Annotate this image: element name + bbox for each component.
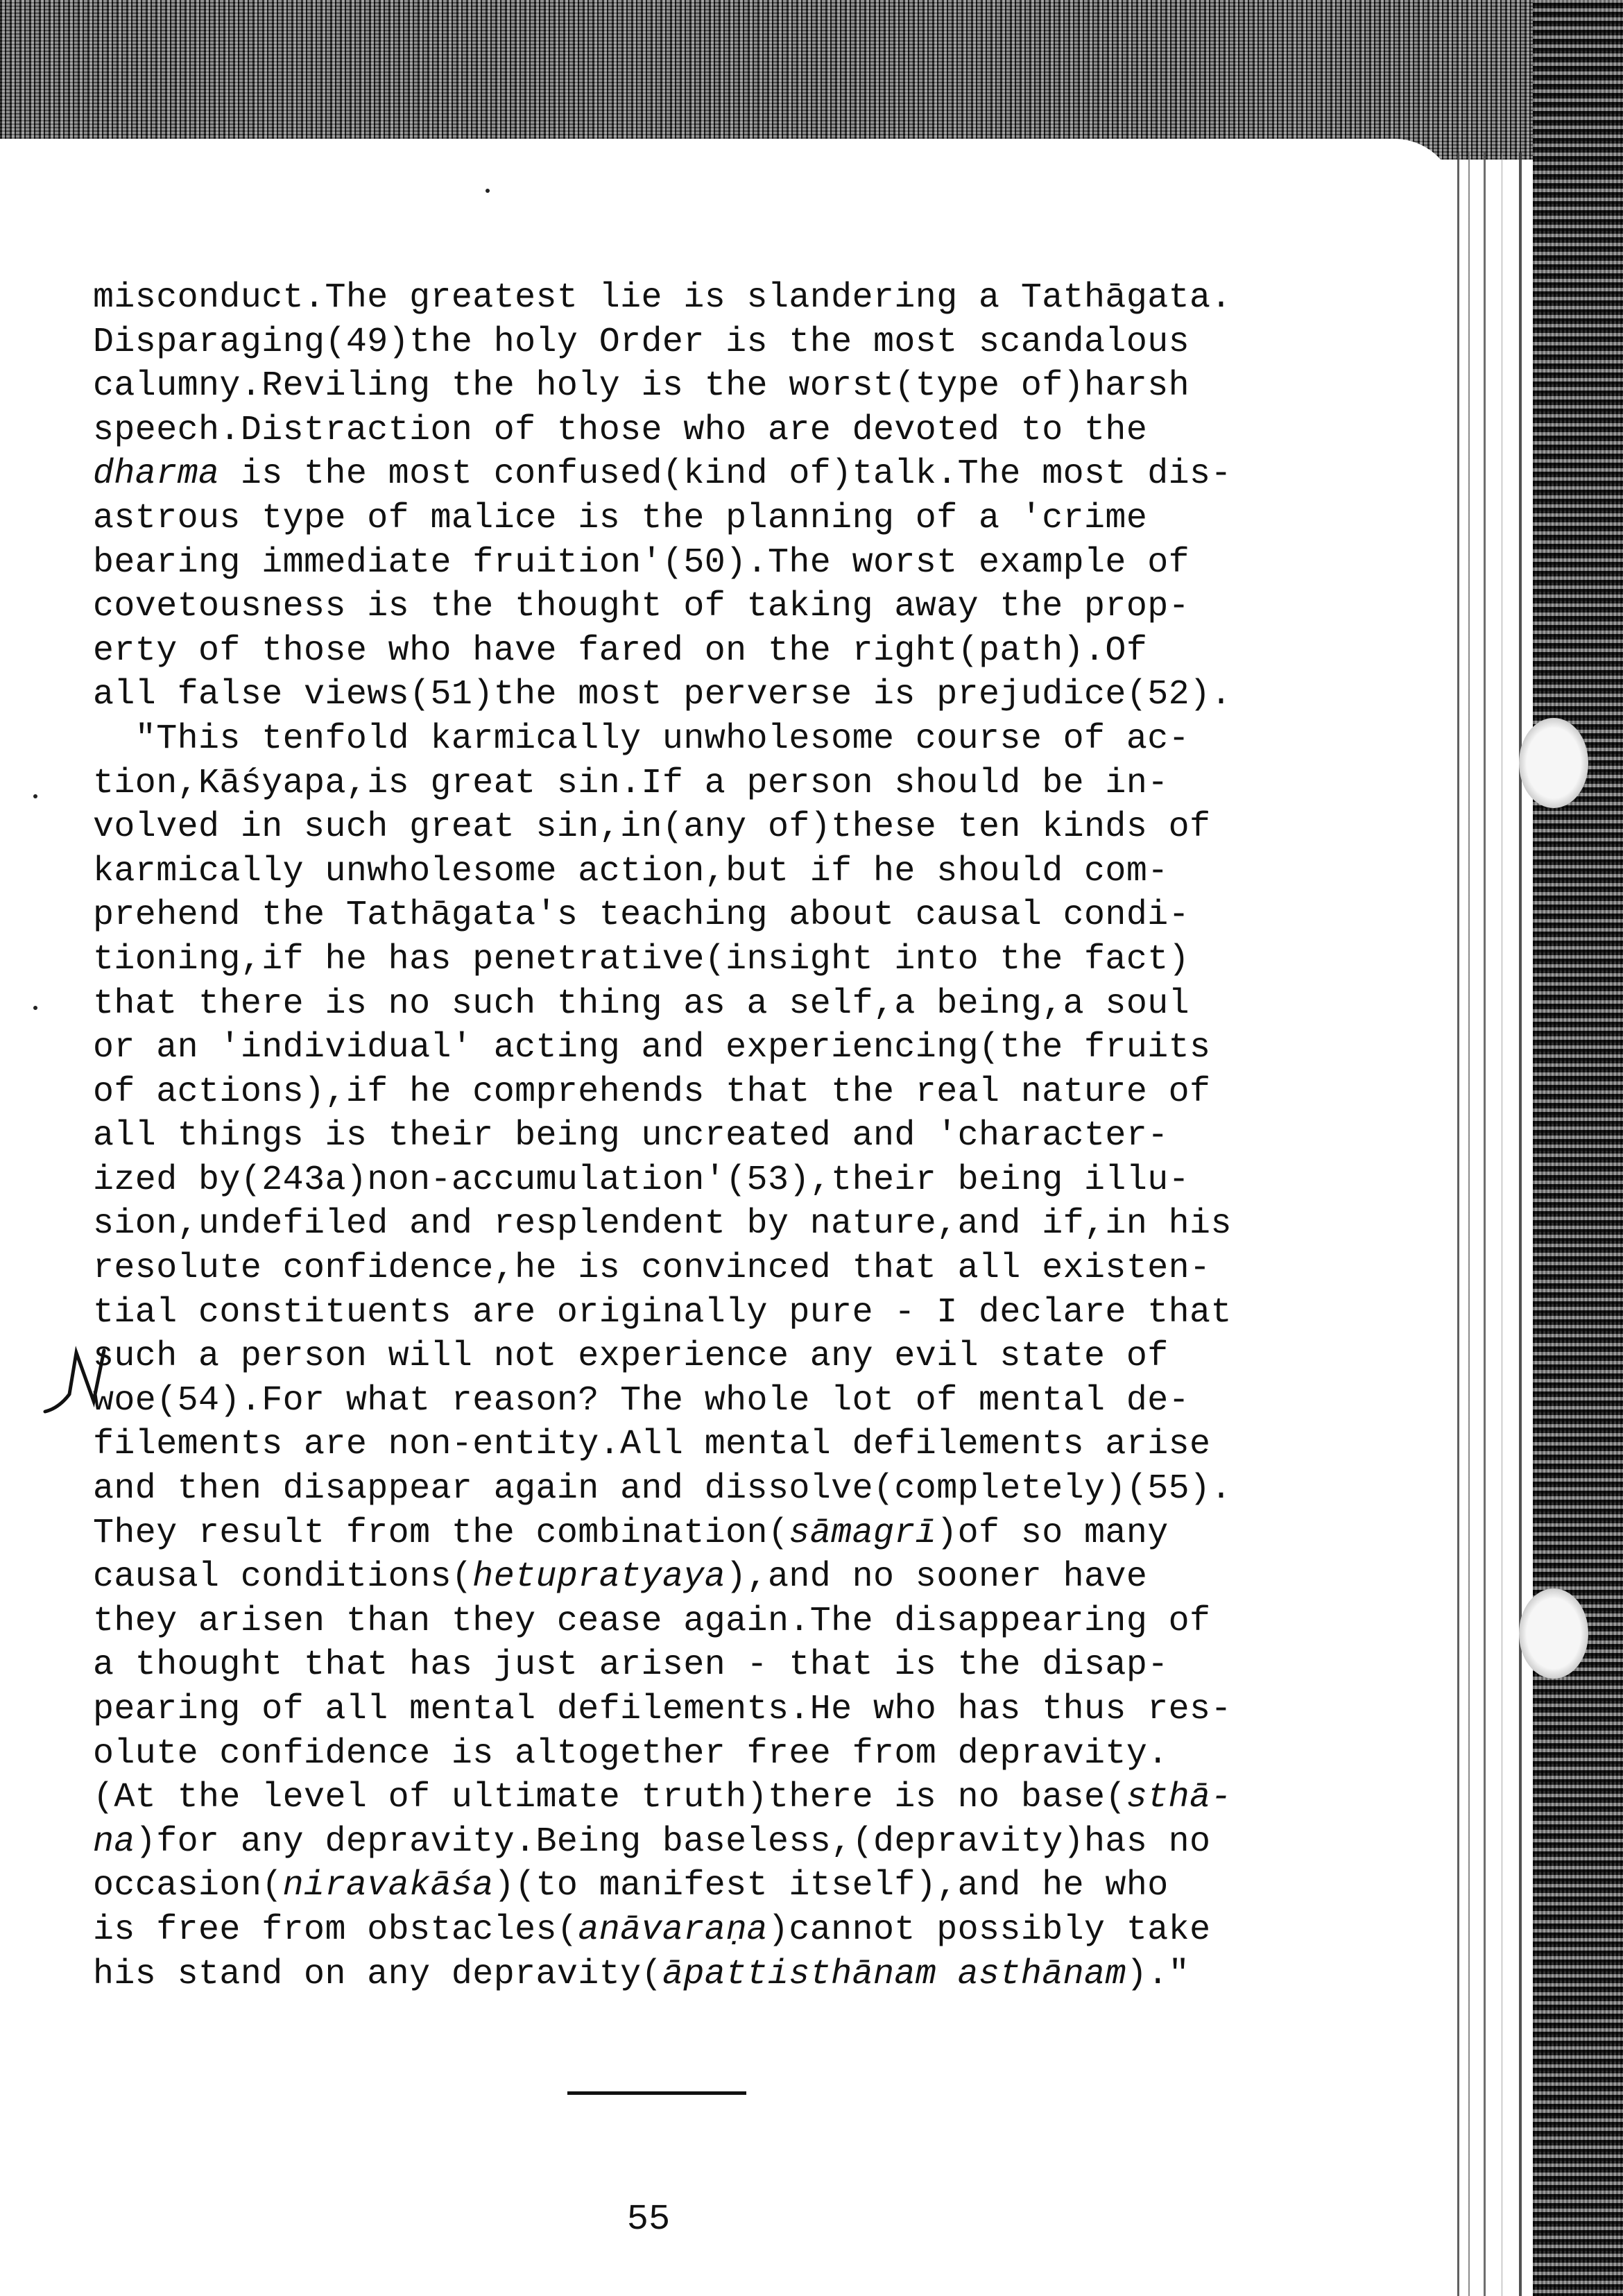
- text-line: a thought that has just arisen - that is the disap-: [93, 1645, 1169, 1686]
- italic-term: anāvaraṇa: [578, 1910, 768, 1950]
- text-line: covetousness is the thought of taking away the prop-: [93, 587, 1190, 627]
- scan-speck: [33, 794, 37, 798]
- text-line: or an 'individual' acting and experiencing(the fruits: [93, 1028, 1211, 1068]
- text-line: of actions),if he comprehends that the real nature of: [93, 1072, 1211, 1112]
- text-line: (At the level of ultimate truth)there is no base(sthā-: [93, 1778, 1232, 1818]
- text-line: prehend the Tathāgata's teaching about causal condi-: [93, 896, 1190, 936]
- text-line: such a person will not experience any evil state of: [93, 1337, 1169, 1377]
- body-text: [93, 276, 1300, 1996]
- text-line: speech.Distraction of those who are devoted to the: [93, 410, 1148, 450]
- text-line: volved in such great sin,in(any of)these ten kinds of: [93, 807, 1211, 848]
- text-line: bearing immediate fruition'(50).The worst example of: [93, 542, 1190, 583]
- text-line: woe(54).For what reason? The whole lot of mental de-: [93, 1380, 1190, 1421]
- italic-term: dharma: [93, 454, 220, 495]
- text-line: occasion(niravakāśa)(to manifest itself),and he who: [93, 1866, 1169, 1906]
- italic-term: āpattisthānam asthānam: [662, 1954, 1126, 1994]
- text-line: Disparaging(49)the holy Order is the most scandalous: [93, 322, 1190, 362]
- binder-edge: [1453, 153, 1533, 2296]
- punch-hole-upper: [1519, 718, 1588, 808]
- text-line: karmically unwholesome action,but if he should com-: [93, 851, 1169, 891]
- text-line: tion,Kāśyapa,is great sin.If a person should be in-: [93, 763, 1169, 803]
- footnote-rule: [567, 2091, 746, 2095]
- italic-term: sthā-: [1126, 1778, 1232, 1818]
- text-line: misconduct.The greatest lie is slandering a Tathāgata.: [93, 278, 1232, 318]
- text-line: astrous type of malice is the planning of a 'crime: [93, 498, 1148, 538]
- text-line: that there is no such thing as a self,a being,a soul: [93, 984, 1190, 1024]
- text-line: tioning,if he has penetrative(insight into the fact): [93, 939, 1190, 979]
- scan-speck: [486, 189, 490, 193]
- text-line: they arisen than they cease again.The disappearing of: [93, 1601, 1211, 1641]
- text-line: filements are non-entity.All mental defilements arise: [93, 1425, 1211, 1465]
- scan-border-top: [0, 0, 1623, 160]
- text-line: and then disappear again and dissolve(completely)(55).: [93, 1469, 1232, 1509]
- text-line: "This tenfold karmically unwholesome course of ac-: [93, 719, 1190, 759]
- italic-term: niravakāśa: [282, 1866, 494, 1906]
- text-line: causal conditions(hetupratyaya),and no sooner have: [93, 1557, 1148, 1597]
- scan-speck: [33, 1006, 37, 1010]
- text-line: calumny.Reviling the holy is the worst(type of)harsh: [93, 366, 1190, 406]
- text-line: sion,undefiled and resplendent by nature,and if,in his: [93, 1204, 1232, 1244]
- text-line: olute confidence is altogether free from depravity.: [93, 1733, 1169, 1774]
- text-line: resolute confidence,he is convinced that all existen-: [93, 1249, 1211, 1289]
- text-line: tial constituents are originally pure - I declare that: [93, 1292, 1232, 1333]
- punch-hole-lower: [1519, 1588, 1588, 1679]
- text-line: erty of those who have fared on the right(path).Of: [93, 631, 1148, 671]
- italic-term: na: [93, 1822, 135, 1862]
- text-line: all false views(51)the most perverse is prejudice(52).: [93, 675, 1232, 715]
- text-line: ized by(243a)non-accumulation'(53),their being illu-: [93, 1160, 1190, 1200]
- page-number: 55: [626, 2199, 671, 2240]
- italic-term: sāmagrī: [789, 1513, 937, 1553]
- italic-term: hetupratyaya: [472, 1557, 726, 1597]
- text-line: pearing of all mental defilements.He who has thus res-: [93, 1690, 1232, 1729]
- text-line: his stand on any depravity(āpattisthānam asthānam).": [93, 1954, 1190, 1994]
- scan-border-right: [1533, 0, 1623, 2296]
- text-line: na)for any depravity.Being baseless,(depravity)has no: [93, 1822, 1211, 1862]
- text-line: They result from the combination(sāmagrī)of so many: [93, 1513, 1169, 1553]
- text-line: is free from obstacles(anāvaraṇa)cannot possibly take: [93, 1910, 1211, 1950]
- text-line: dharma is the most confused(kind of)talk.The most dis-: [93, 454, 1232, 495]
- text-line: all things is their being uncreated and 'character-: [93, 1116, 1169, 1156]
